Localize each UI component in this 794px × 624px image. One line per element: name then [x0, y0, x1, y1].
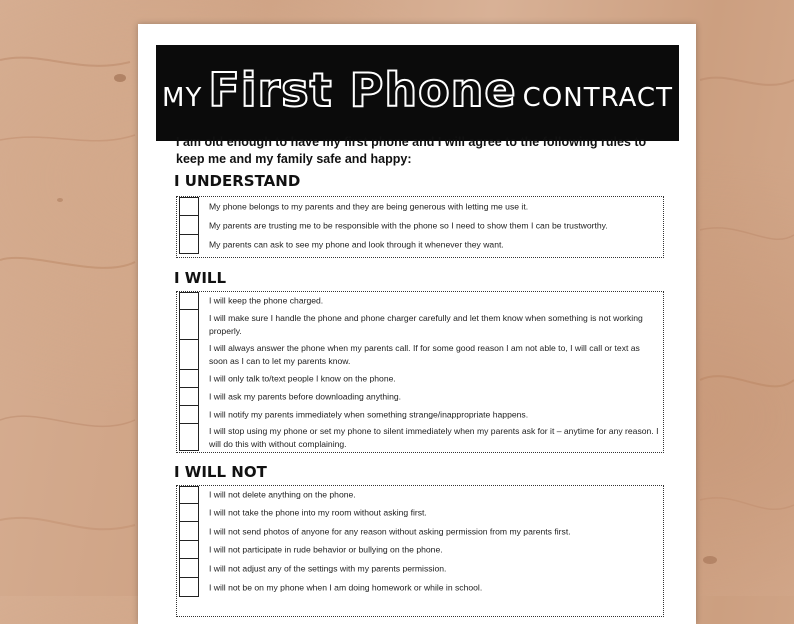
- list-item: [177, 559, 663, 578]
- checkbox[interactable]: [179, 522, 199, 541]
- list-item-text: I will make sure I handle the phone and phone charger carefully and let them know when something is not working properly.: [209, 313, 643, 336]
- section-understand-list: [176, 196, 664, 258]
- intro-text: I am old enough to have my first phone and I will agree to the following rules to keep me and my family safe and happy:: [176, 135, 647, 166]
- contract-page: [138, 24, 696, 624]
- list-item-text: I will only talk to/text people I know on the phone.: [209, 373, 396, 384]
- title-suffix: CONTRACT: [522, 83, 673, 113]
- list-item-text: I will stop using my phone or set my phone to silent immediately when my parents ask for it – anytime for any reason. I will do this with without complaining.: [209, 425, 659, 449]
- checkbox[interactable]: [179, 292, 199, 310]
- checkbox[interactable]: [179, 197, 199, 216]
- checkbox[interactable]: [179, 235, 199, 254]
- checkbox[interactable]: [179, 406, 199, 424]
- checkbox[interactable]: [179, 310, 199, 340]
- checkbox[interactable]: [179, 578, 199, 597]
- list-item-text: I will notify my parents immediately when something strange/inappropriate happens.: [209, 409, 529, 420]
- checkbox[interactable]: [179, 559, 199, 578]
- section-heading-will-not: I WILL NOT: [174, 463, 267, 481]
- list-item-text: I will not adjust any of the settings with my parents permission.: [209, 563, 447, 573]
- list-item: [177, 388, 663, 406]
- list-item: [177, 406, 663, 424]
- list-item-text: I will ask my parents before downloading anything.: [209, 391, 402, 402]
- checkbox[interactable]: [179, 486, 199, 504]
- list-item: [177, 340, 663, 370]
- checkbox[interactable]: [179, 340, 199, 370]
- section-heading-understand: I UNDERSTAND: [174, 172, 301, 190]
- list-item: [177, 486, 663, 504]
- page-title: [156, 63, 679, 117]
- list-item: [177, 235, 663, 254]
- checkbox[interactable]: [179, 216, 199, 235]
- list-item: [177, 310, 663, 340]
- title-main: First Phone: [208, 63, 517, 117]
- checkbox[interactable]: [179, 388, 199, 406]
- section-will-not-list: [176, 485, 664, 617]
- list-item: [177, 578, 663, 597]
- list-item: [177, 522, 663, 541]
- list-item: [177, 197, 663, 216]
- checkbox[interactable]: [179, 504, 199, 522]
- list-item: [177, 216, 663, 235]
- section-will-list: [176, 291, 664, 453]
- list-item-text: I will not participate in rude behavior or bullying on the phone.: [209, 544, 443, 555]
- list-item-text: My parents are trusting me to be responsible with the phone so I need to show them I can be trustworthy.: [209, 220, 608, 230]
- title-banner: [156, 45, 679, 141]
- list-item: [177, 424, 663, 451]
- list-item-text: My parents can ask to see my phone and look through it whenever they want.: [209, 239, 504, 249]
- list-item: [177, 370, 663, 388]
- list-item: [177, 292, 663, 310]
- list-item-text: My phone belongs to my parents and they are being generous with letting me use it.: [209, 201, 529, 211]
- list-item-text: I will always answer the phone when my parents call. If for some good reason I am not able to, I will call or text as soon as I can to let my parents know.: [209, 343, 640, 366]
- section-heading-will: I WILL: [174, 269, 227, 287]
- checkbox[interactable]: [179, 424, 199, 451]
- list-item-text: I will not take the phone into my room without asking first.: [209, 507, 427, 518]
- list-item: [177, 504, 663, 522]
- list-item: [177, 541, 663, 559]
- list-item-text: I will not delete anything on the phone.: [209, 489, 356, 500]
- title-prefix: MY: [162, 83, 203, 113]
- checkbox[interactable]: [179, 541, 199, 559]
- list-item-text: I will not send photos of anyone for any reason without asking permission from my parents first.: [209, 526, 571, 536]
- list-item-text: I will not be on my phone when I am doing homework or while in school.: [209, 582, 483, 592]
- list-item-text: I will keep the phone charged.: [209, 295, 324, 306]
- checkbox[interactable]: [179, 370, 199, 388]
